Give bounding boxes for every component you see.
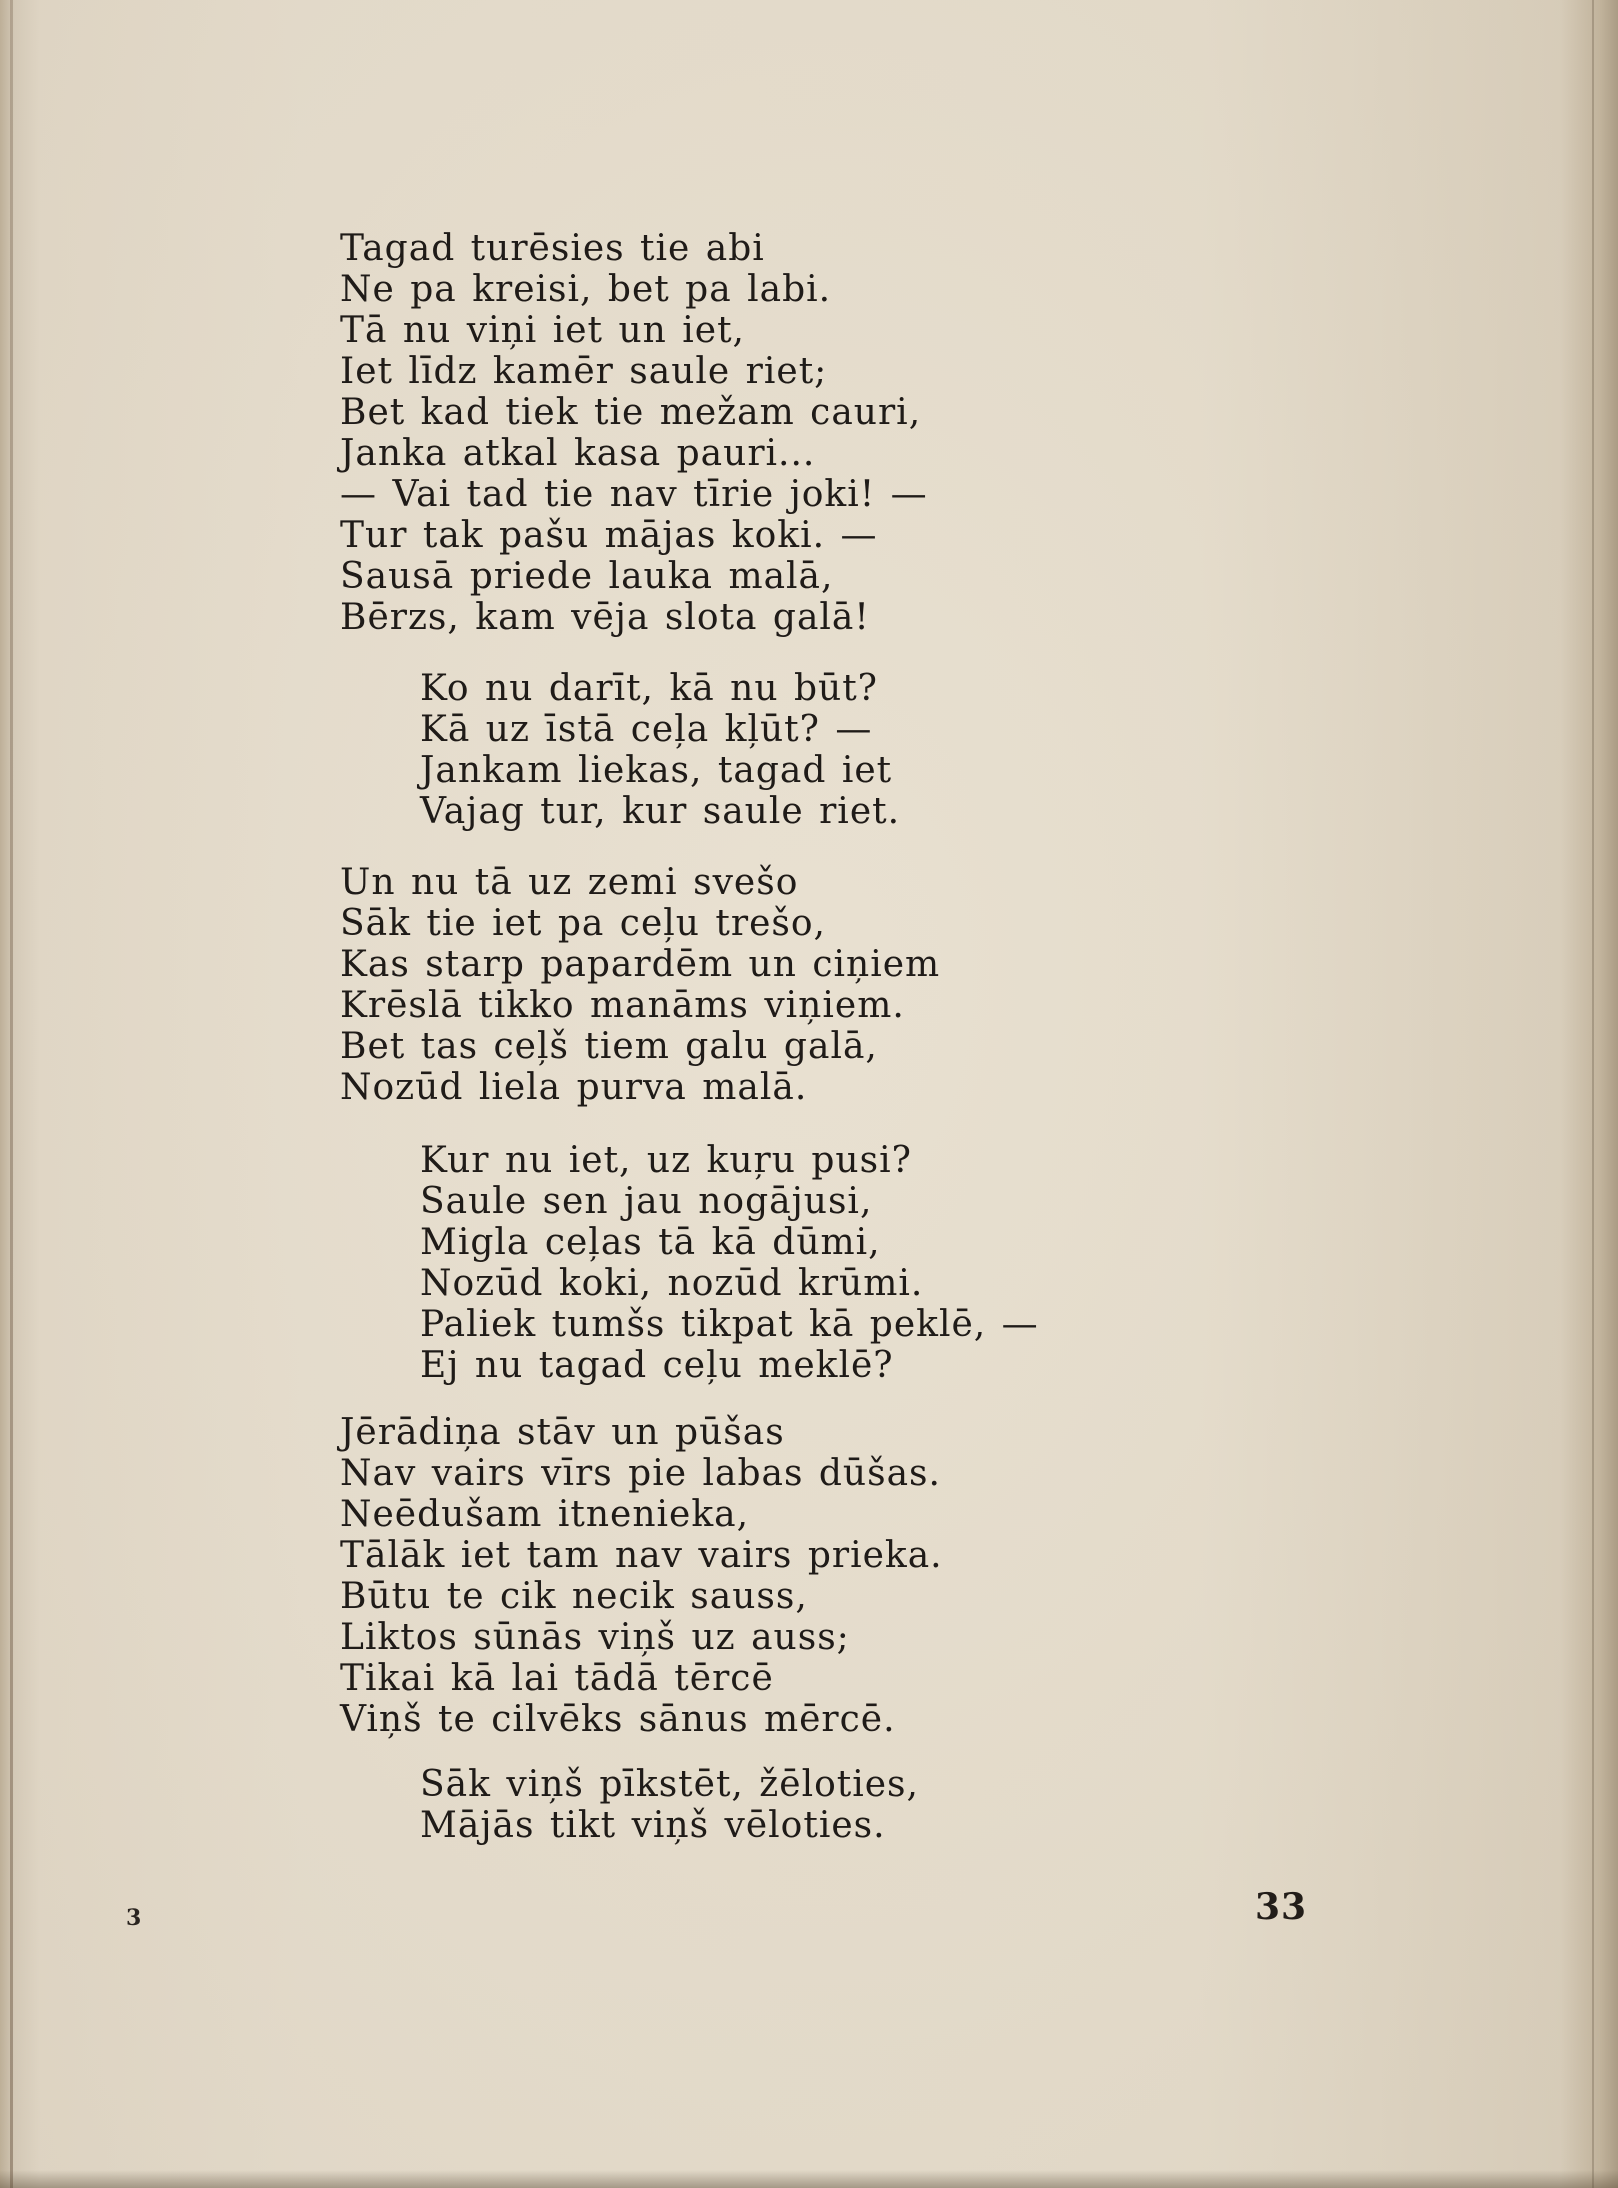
poem-line: Mājās tikt viņš vēloties. xyxy=(420,1805,886,1846)
poem-line: Nav vairs vīrs pie labas dūšas. xyxy=(340,1453,941,1494)
page-number: 33 xyxy=(1255,1886,1308,1928)
poem-line: Jankam liekas, tagad iet xyxy=(420,750,893,791)
poem-line: Ne pa kreisi, bet pa labi. xyxy=(340,269,832,310)
page-edge xyxy=(1592,0,1594,2188)
signature-mark: 3 xyxy=(126,1905,142,1931)
poem-line: Kas starp papardēm un ciņiem xyxy=(340,944,941,985)
poem-line: Būtu te cik necik sauss, xyxy=(340,1576,808,1617)
stanza-3 xyxy=(340,862,940,1108)
poem-line: Kur nu iet, uz kuŗu pusi? xyxy=(420,1140,912,1181)
stanza-4 xyxy=(420,1140,1039,1386)
poem-line: Nozūd liela purva malā. xyxy=(340,1067,808,1108)
poem-line: Tikai kā lai tādā tērcē xyxy=(340,1658,774,1699)
poem-line: Ej nu tagad ceļu meklē? xyxy=(420,1345,894,1386)
poem-line: Bet tas ceļš tiem galu galā, xyxy=(340,1026,878,1067)
poem-line: Krēslā tikko manāms viņiem. xyxy=(340,985,905,1026)
poem-line: Viņš te cilvēks sānus mērcē. xyxy=(340,1699,896,1740)
poem-line: Tālāk iet tam nav vairs prieka. xyxy=(340,1535,943,1576)
stanza-1 xyxy=(340,228,928,638)
poem-line: Bet kad tiek tie mežam cauri, xyxy=(340,392,922,433)
poem-line: Sāk viņš pīkstēt, žēloties, xyxy=(420,1764,919,1805)
poem-line: Vajag tur, kur saule riet. xyxy=(420,791,901,832)
poem-line: — Vai tad tie nav tīrie joki! — xyxy=(340,474,928,515)
poem-line: Tagad turēsies tie abi xyxy=(340,228,765,269)
poem-line: Sausā priede lauka malā, xyxy=(340,556,834,597)
page-bottom-shadow xyxy=(0,2170,1618,2188)
poem-line: Sāk tie iet pa ceļu trešo, xyxy=(340,903,826,944)
poem-line: Jērādiņa stāv un pūšas xyxy=(340,1412,785,1453)
poem-line: Neēdušam itnenieka, xyxy=(340,1494,750,1535)
page-gutter-shadow xyxy=(10,0,13,2188)
poem-line: Janka atkal kasa pauri... xyxy=(340,433,816,474)
poem-line: Tur tak pašu mājas koki. — xyxy=(340,515,878,556)
poem-line: Un nu tā uz zemi svešo xyxy=(340,862,799,903)
poem-line: Paliek tumšs tikpat kā peklē, — xyxy=(420,1304,1039,1345)
poem-line: Iet līdz kamēr saule riet; xyxy=(340,351,828,392)
poem-line: Migla ceļas tā kā dūmi, xyxy=(420,1222,881,1263)
poem-line: Tā nu viņi iet un iet, xyxy=(340,310,745,351)
poem-line: Bērzs, kam vēja slota galā! xyxy=(340,597,870,638)
poem-line: Ko nu darīt, kā nu būt? xyxy=(420,668,878,709)
stanza-2 xyxy=(420,668,900,832)
stanza-5 xyxy=(340,1412,943,1740)
poem-line: Kā uz īstā ceļa kļūt? — xyxy=(420,709,873,750)
poem-line: Nozūd koki, nozūd krūmi. xyxy=(420,1263,924,1304)
poem-line: Liktos sūnās viņš uz auss; xyxy=(340,1617,850,1658)
poem-line: Saule sen jau nogājusi, xyxy=(420,1181,873,1222)
stanza-6 xyxy=(420,1764,919,1846)
